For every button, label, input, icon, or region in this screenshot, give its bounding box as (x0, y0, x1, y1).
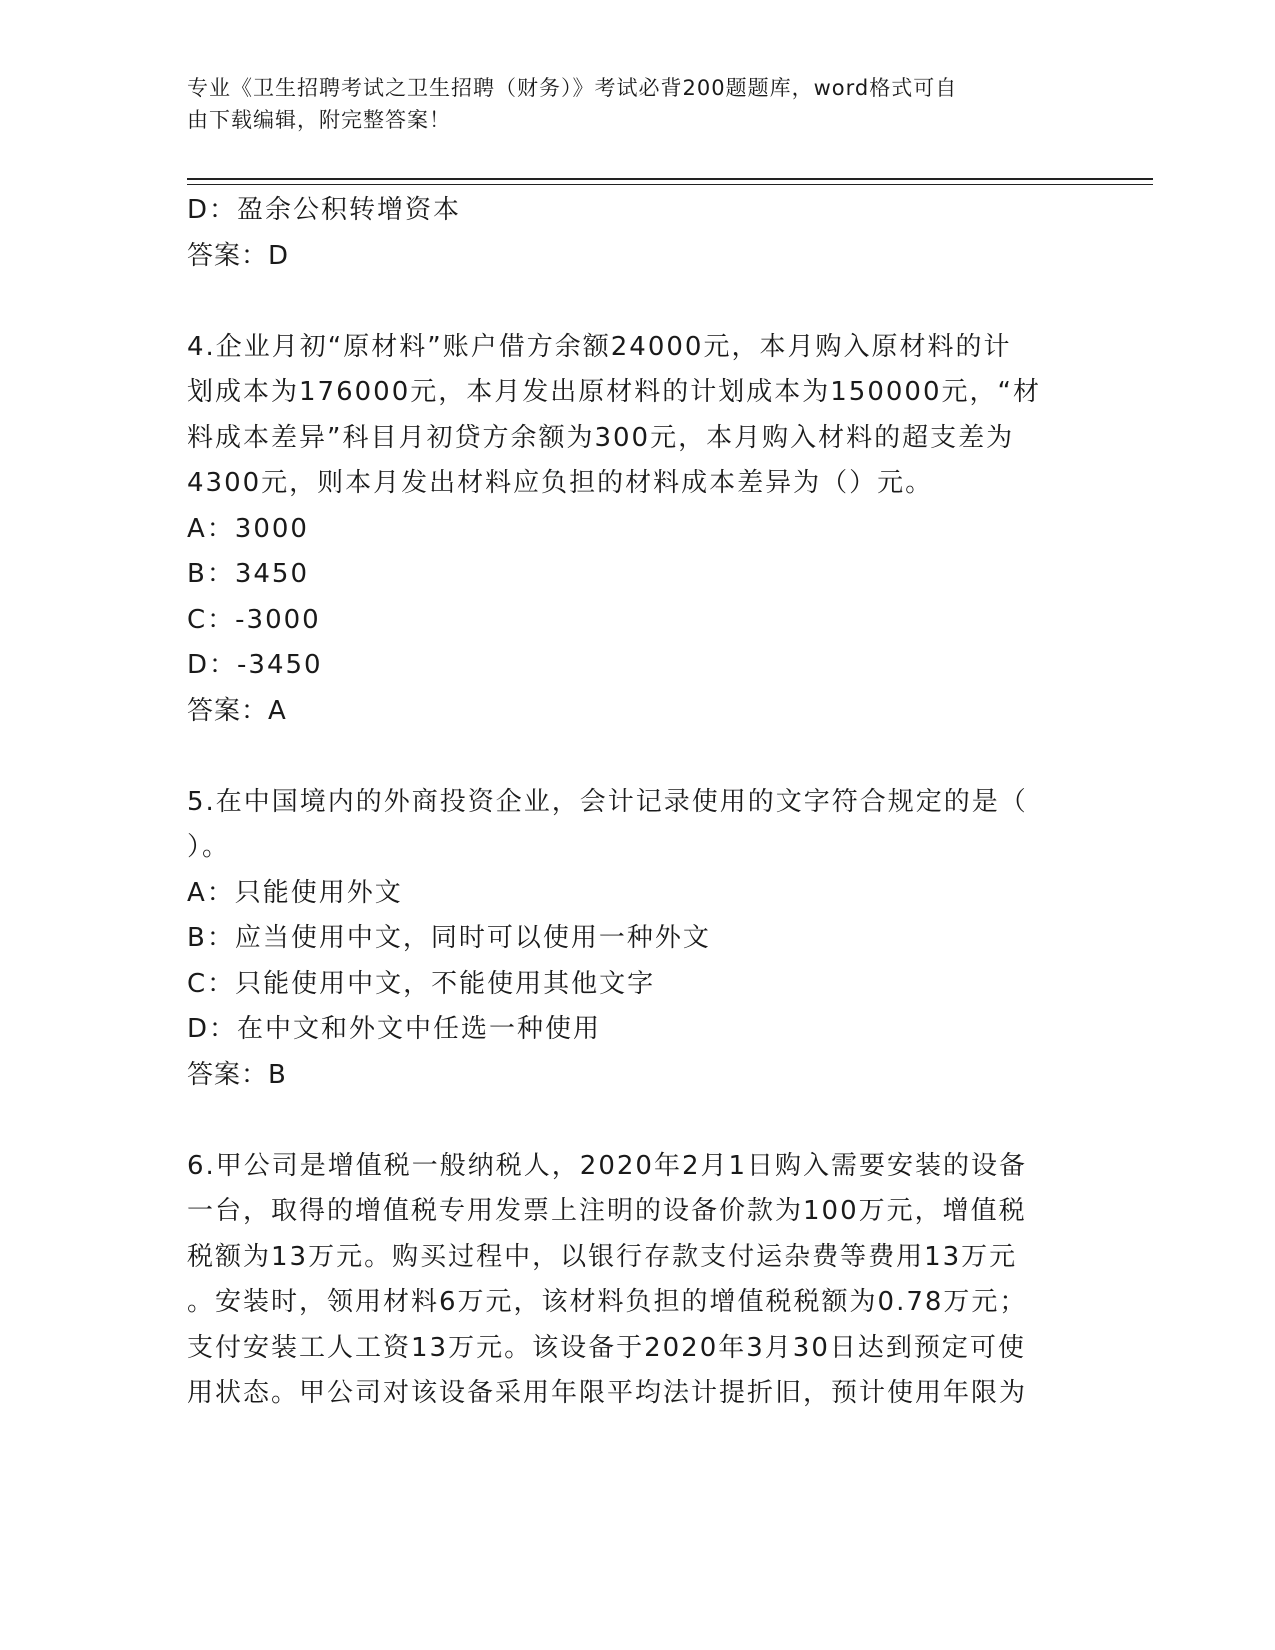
question-6-line-2: 一台，取得的增值税专用发票上注明的设备价款为100万元，增值税 (187, 1196, 1027, 1226)
header-line-2: 由下载编辑，附完整答案！ (187, 108, 451, 132)
question-5-line-2: ）。 (187, 832, 231, 862)
question-4 (187, 325, 1087, 735)
option-b: B：3450 (187, 559, 310, 589)
question-4-line-2: 划成本为176000元，本月发出原材料的计划成本为150000元，“材 (187, 377, 1041, 407)
option-a: A：3000 (187, 513, 309, 544)
question-4-line-4: 4300元，则本月发出材料应负担的材料成本差异为（）元。 (187, 468, 934, 498)
option-a: A：只能使用外文 (187, 877, 403, 908)
header-rule-thick (187, 178, 1153, 180)
option-c: C：-3000 (187, 604, 321, 635)
option-d: D：盈余公积转增资本 (187, 195, 462, 225)
question-6-line-4: 。安装时，领用材料6万元，该材料负担的增值税税额为0.78万元； (187, 1287, 1028, 1317)
question-6-line-5: 支付安装工人工资13万元。该设备于2020年3月30日达到预定可使 (187, 1332, 1026, 1363)
question-4-line-1: 4.企业月初“原材料”账户借方余额24000元，本月购入原材料的计 (187, 331, 1012, 362)
header-line-1: 专业《卫生招聘考试之卫生招聘（财务）》考试必背200题题库，word格式可自 (187, 76, 958, 100)
question-6-line-6: 用状态。甲公司对该设备采用年限平均法计提折旧，预计使用年限为 (187, 1378, 1028, 1408)
previous-question-tail (187, 188, 1087, 279)
answer-line: 答案：B (187, 1059, 287, 1090)
option-b: B：应当使用中文，同时可以使用一种外文 (187, 923, 711, 953)
spacer (187, 1098, 1087, 1144)
question-5-line-1: 5.在中国境内的外商投资企业，会计记录使用的文字符合规定的是（ (187, 786, 1028, 817)
question-6-line-3: 税额为13万元。购买过程中，以银行存款支付运杂费等费用13万元 (187, 1241, 1018, 1272)
page-header (187, 72, 1067, 136)
question-6 (187, 1144, 1087, 1417)
question-5 (187, 780, 1087, 1099)
question-6-line-1: 6.甲公司是增值税一般纳税人，2020年2月1日购入需要安装的设备 (187, 1150, 1028, 1181)
spacer (187, 734, 1087, 780)
question-body (187, 188, 1087, 1417)
question-4-line-3: 料成本差异”科目月初贷方余额为300元，本月购入材料的超支差为 (187, 422, 1015, 453)
spacer (187, 279, 1087, 325)
answer-line: 答案：D (187, 240, 290, 271)
header-rule-thin (187, 184, 1153, 185)
option-c: C：只能使用中文，不能使用其他文字 (187, 968, 656, 999)
option-d: D：-3450 (187, 650, 323, 680)
option-d: D：在中文和外文中任选一种使用 (187, 1014, 602, 1044)
answer-line: 答案：A (187, 695, 287, 726)
